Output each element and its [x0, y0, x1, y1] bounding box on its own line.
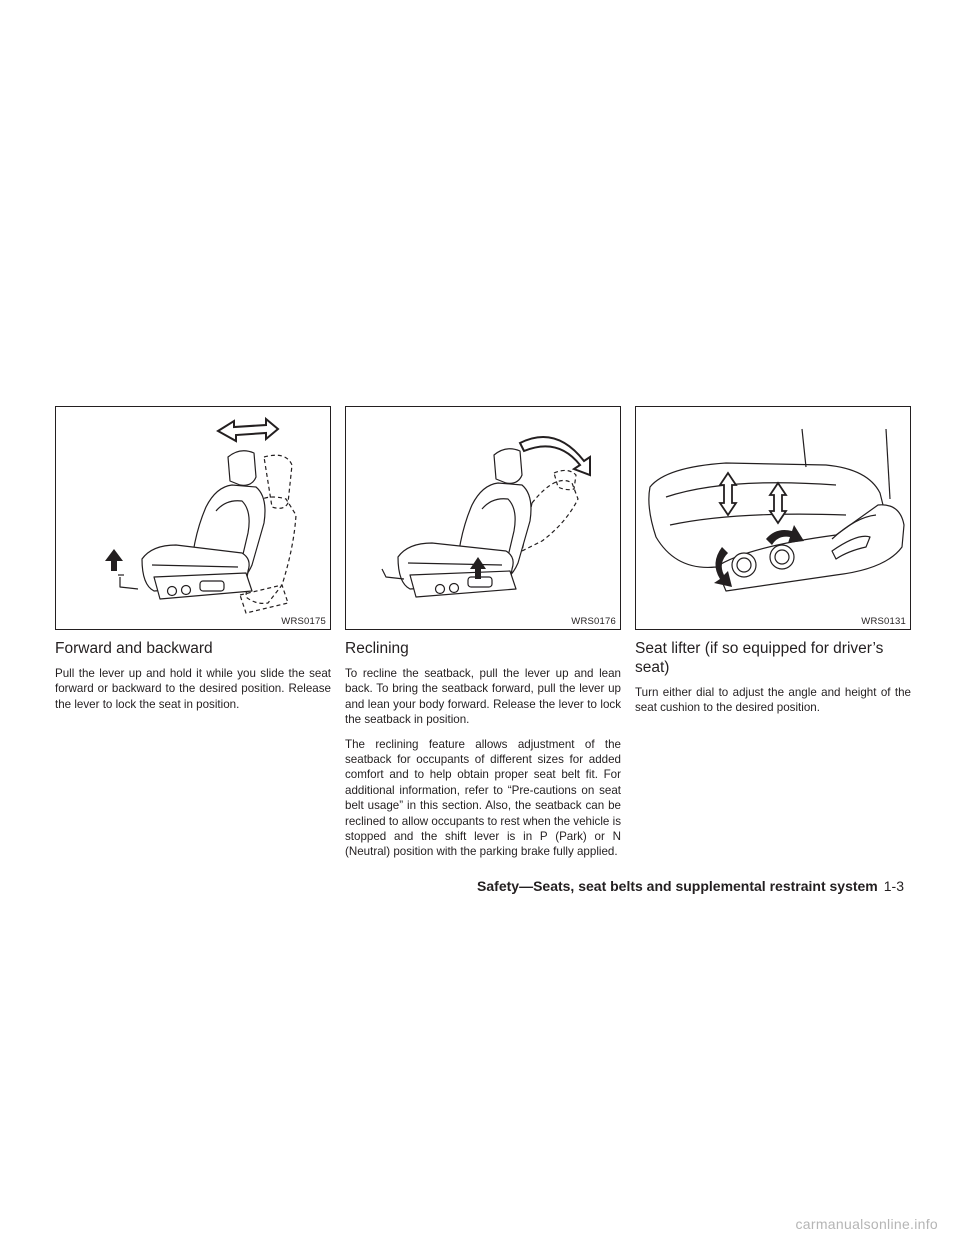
- footer-chapter-title: Safety—Seats, seat belts and supplemental restraint system: [477, 878, 878, 894]
- page-footer: [452, 878, 904, 894]
- section-heading: Seat lifter (if so equipped for driver’s seat): [635, 640, 884, 676]
- section-heading: Reclining: [345, 640, 409, 657]
- watermark: [0, 1216, 960, 1232]
- seat-slide-illustration: [56, 407, 330, 629]
- figure-seat-recline: [345, 406, 621, 630]
- section-paragraph: The reclining feature allows adjustment of the seatback for occupants of different sizes for added comfort and to help obtain proper seat belt fit. For additional information, refer to “Pre-cautions on seat belt usage” in this section. Also, the seatback can be reclined to allow occupants to rest when the vehicle is stopped and the shift lever is in P (Park) or N (Neutral) position with the parking brake fully applied.: [345, 737, 621, 859]
- seat-lifter-illustration: [636, 407, 910, 629]
- figure-code: WRS0175: [281, 616, 326, 627]
- section-heading: Forward and backward: [55, 640, 213, 657]
- section-paragraph: Turn either dial to adjust the angle and height of the seat cushion to the desired position.: [635, 686, 911, 715]
- watermark-text: carmanualsonline.info: [795, 1216, 938, 1232]
- section-paragraph: To recline the seatback, pull the lever up and lean back. To bring the seatback forward, pull the lever up and lean your body forward. Release the lever to lock the seatback in position.: [345, 667, 621, 727]
- section-reclining: [345, 406, 621, 869]
- figure-code: WRS0131: [861, 616, 906, 627]
- figure-seat-slide: [55, 406, 331, 630]
- figure-seat-lifter: [635, 406, 911, 630]
- figure-code: WRS0176: [571, 616, 616, 627]
- footer-page-number: 1-3: [883, 878, 904, 894]
- section-forward-backward: [55, 406, 331, 721]
- seat-recline-illustration: [346, 407, 620, 629]
- section-seat-lifter: [635, 406, 911, 725]
- section-paragraph: Pull the lever up and hold it while you slide the seat forward or backward to the desired position. Release the lever to lock the seat in position.: [55, 667, 331, 711]
